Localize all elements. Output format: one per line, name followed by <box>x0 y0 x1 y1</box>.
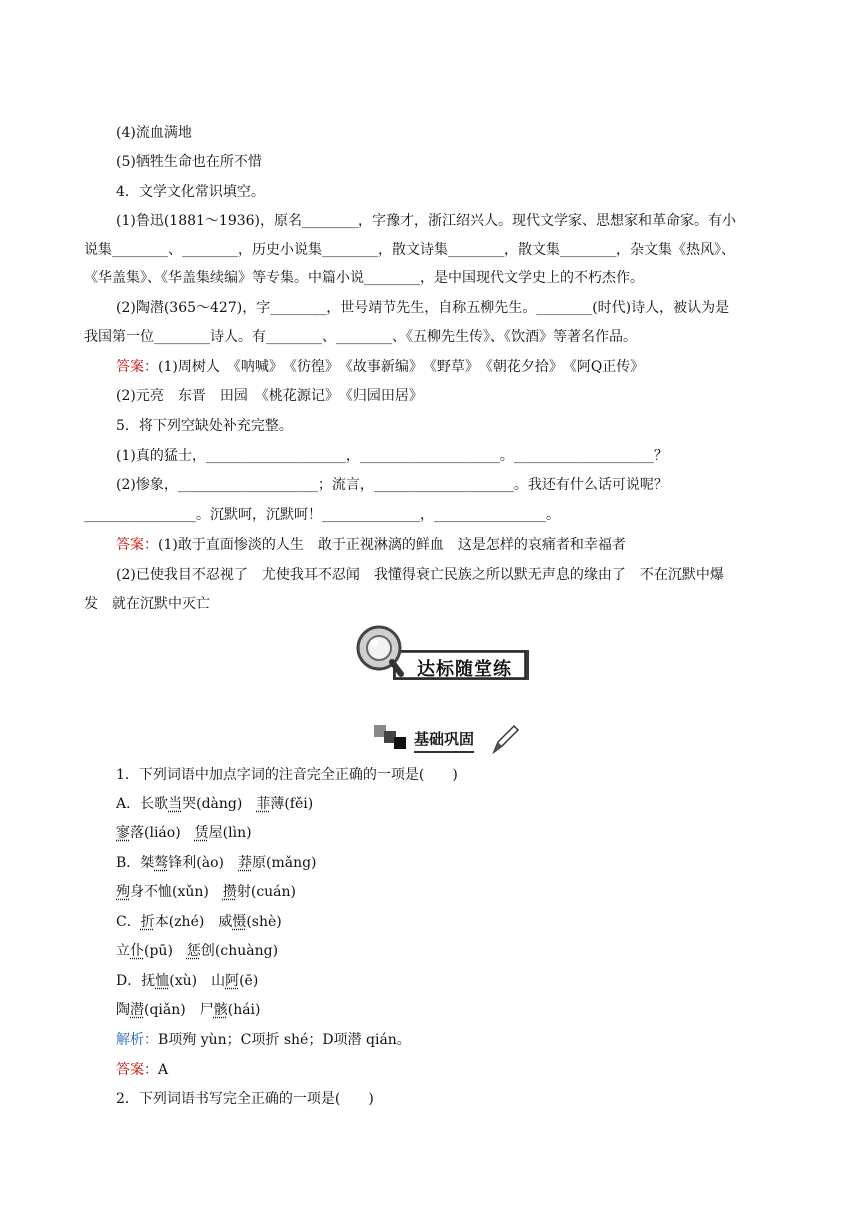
p1-analysis <box>116 1030 411 1050</box>
option-d-line2: 陶潜(qiǎn) 尸骸(hái) <box>116 1002 261 1018</box>
dotted-char: 攒 <box>222 884 237 900</box>
item-4: (4)流血满地 <box>116 125 192 141</box>
dotted-char: 折 <box>140 914 155 930</box>
section-title: 基础巩固 <box>414 728 474 753</box>
option-c-line1: C．折本(zhé) 威慑(shè) <box>116 914 282 930</box>
answer-label: 答案： <box>116 537 158 553</box>
q4-p1-line1: (1)鲁迅(1881～1936)，原名________，字豫才，浙江绍兴人。现代文学家、思想家和革命家。有小 <box>116 213 737 229</box>
q4-p1-line3: 《华盖集》、《华盖集续编》等专集。中篇小说________，是中国现代文学史上的不朽杰作。 <box>84 270 644 286</box>
dotted-char: 寥 <box>116 825 130 841</box>
section-banner <box>355 624 533 686</box>
dotted-char: 菲 <box>256 796 271 812</box>
answer-text: (1)周树人 《呐喊》 《彷徨》 《故事新编》 《野草》 《朝花夕拾》 《阿Q正传》 <box>158 359 645 375</box>
q5-line1: (1)真的猛士，____________________，____________________。____________________？ <box>116 448 668 464</box>
dotted-char: 阿 <box>225 973 240 989</box>
analysis-label: 解析： <box>116 1032 158 1048</box>
squares-icon <box>372 722 412 756</box>
dotted-char: 潜 <box>130 1002 144 1018</box>
q4-title: 4．文学文化常识填空。 <box>116 184 265 200</box>
answer-label: 答案： <box>116 1062 158 1078</box>
dotted-char: 慑 <box>232 914 247 930</box>
p2-question: 2．下列词语书写完全正确的一项是( ) <box>116 1091 374 1107</box>
pencil-icon <box>490 722 520 756</box>
dotted-char: 当 <box>168 796 183 812</box>
option-c-line2: 立仆(pū) 惩创(chuàng) <box>116 943 279 959</box>
q5-answer-line2: (2)已使我目不忍视了 尤使我耳不忍闻 我懂得衰亡民族之所以默无声息的缘由了 不在沉默中爆 <box>116 567 724 583</box>
option-d-line1: D．抚恤(xù) 山阿(ē) <box>116 973 259 989</box>
q4-p2-line1: (2)陶潜(365～427)，字________，世号靖节先生，自称五柳先生。________(时代)诗人，被认为是 <box>116 300 730 316</box>
q5-title: 5．将下列空缺处补充完整。 <box>116 418 293 434</box>
section-header <box>372 722 522 756</box>
q5-line2: (2)惨象，____________________；流言，____________________。我还有什么话可说呢？ <box>116 477 668 493</box>
dotted-char: 骜 <box>154 855 169 871</box>
option-a-line2: 寥落(liáo) 赁屋(lìn) <box>116 825 252 841</box>
q4-p1-line2: 说集________、________，历史小说集________，散文诗集________，散文集________，杂文集《热风》、 <box>84 242 735 258</box>
answer-text: (1)敢于直面惨淡的人生 敢于正视淋漓的鲜血 这是怎样的哀痛者和幸福者 <box>158 537 626 553</box>
dotted-char: 赁 <box>194 825 209 841</box>
p1-question: 1．下列词语中加点字词的注音完全正确的一项是( ) <box>116 767 458 783</box>
dotted-char: 莽 <box>238 855 252 871</box>
answer-label: 答案： <box>116 359 158 375</box>
p1-answer <box>116 1060 168 1080</box>
dotted-char: 仆 <box>130 943 144 959</box>
q5-answer-line1 <box>116 535 626 555</box>
option-b-line1: B．桀骜锋利(ào) 莽原(mǎng) <box>116 855 317 871</box>
analysis-text: B项殉 yùn；C项折 shé；D项潜 qián。 <box>158 1032 411 1048</box>
banner-title: 达标随堂练 <box>417 659 512 680</box>
option-a-line1: A．长歌当哭(dàng) 菲薄(fěi) <box>116 796 314 812</box>
q4-answer-line2: (2)元亮 东晋 田园 《桃花源记》 《归园田居》 <box>116 388 423 404</box>
dotted-char: 惩 <box>186 943 201 959</box>
dotted-char: 殉 <box>116 884 130 900</box>
item-5: (5)牺牲生命也在所不惜 <box>116 154 262 170</box>
answer-text: A <box>158 1062 169 1078</box>
option-b-line2: 殉身不恤(xǔn) 攒射(cuán) <box>116 884 297 900</box>
q5-line3: ________________。沉默呵，沉默呵！______________，________________。 <box>84 507 560 523</box>
dotted-char: 恤 <box>155 973 170 989</box>
q4-p2-line2: 我国第一位________诗人。有________、________、《五柳先生传》、《饮酒》等著名作品。 <box>84 329 637 345</box>
q4-answer-line1 <box>116 357 644 377</box>
q5-answer-line3: 发 就在沉默中灭亡 <box>84 596 210 612</box>
dotted-char: 骸 <box>213 1002 228 1018</box>
